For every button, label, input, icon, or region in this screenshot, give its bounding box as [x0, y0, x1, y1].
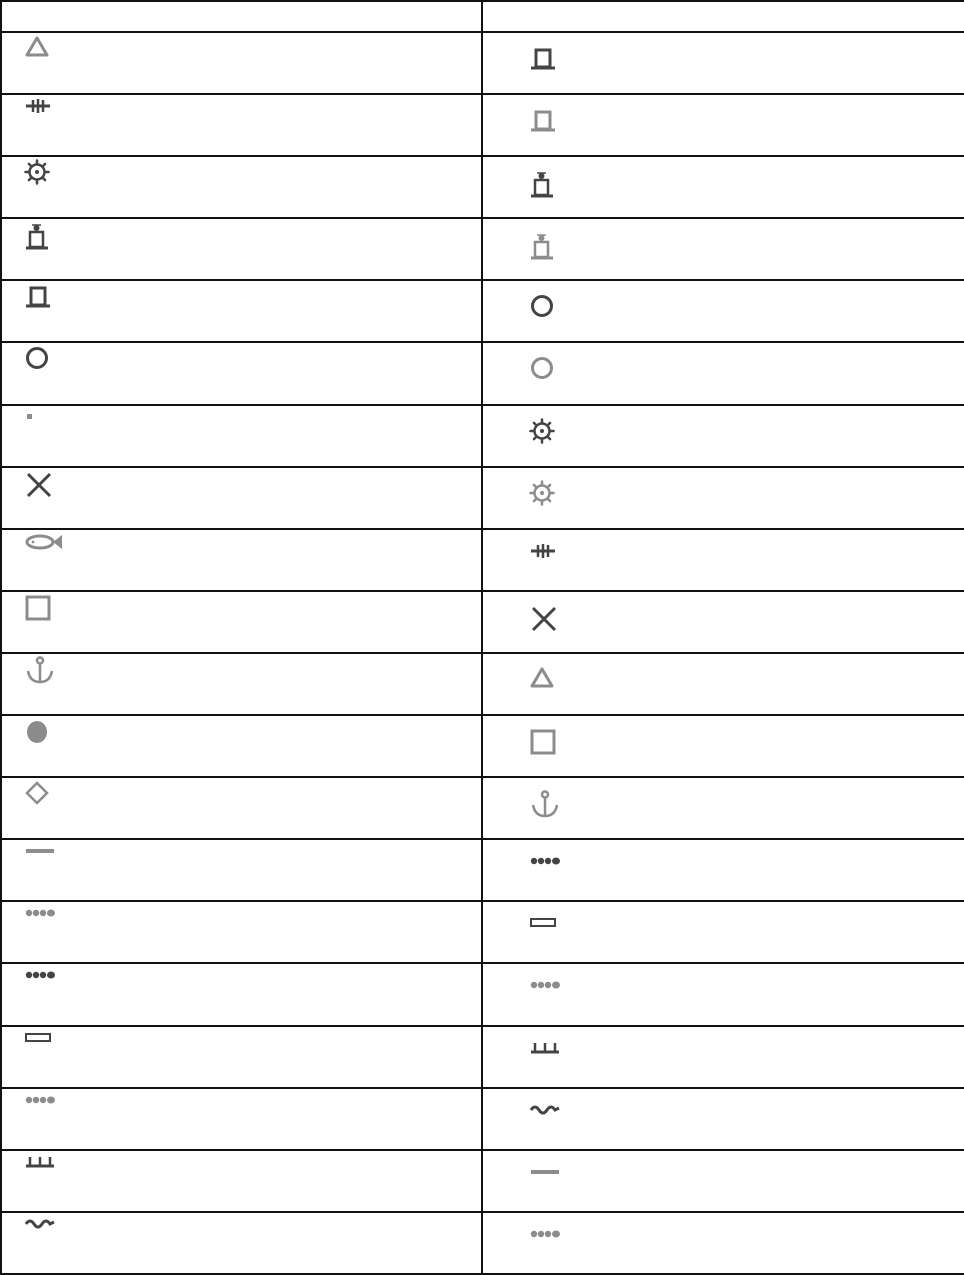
table-row [1, 715, 964, 777]
table-row [1, 1150, 964, 1212]
wave-icon [24, 1215, 56, 1234]
cable-crossing-icon [24, 97, 52, 119]
right-symbol-cell [482, 529, 964, 591]
diamond-icon [24, 780, 50, 810]
right-symbol-cell [482, 653, 964, 715]
table-row [1, 467, 964, 529]
table-row [1, 405, 964, 467]
beacon-tower-icon [24, 283, 52, 313]
dot-chain-icon [24, 904, 58, 923]
right-symbol-cell [482, 218, 964, 280]
right-symbol-cell [482, 94, 964, 156]
left-symbol-cell [1, 218, 482, 280]
small-dot-icon [24, 408, 36, 427]
dot-chain-icon [529, 852, 563, 871]
anchor-icon [24, 656, 56, 690]
square-icon [529, 728, 557, 760]
dot-chain-icon [24, 1091, 58, 1110]
left-symbol-cell [1, 1026, 482, 1088]
circle-icon [529, 293, 555, 323]
light-tower-icon [24, 221, 50, 255]
comb-icon [529, 1039, 561, 1059]
right-symbol-cell [482, 715, 964, 777]
left-symbol-cell [1, 653, 482, 715]
dot-chain-icon [24, 966, 58, 985]
table-row [1, 901, 964, 963]
left-symbol-cell [1, 1212, 482, 1274]
right-symbol-cell [482, 1150, 964, 1212]
cog-buoy-icon [24, 159, 50, 189]
left-symbol-cell [1, 1088, 482, 1150]
cog-buoy-icon [529, 418, 555, 448]
table-row [1, 1026, 964, 1088]
line-icon [24, 842, 56, 861]
header-cell-1 [1, 1, 482, 32]
triangle-icon [529, 666, 555, 694]
hollow-bar-icon [529, 914, 559, 933]
left-symbol-cell [1, 901, 482, 963]
wave-icon [529, 1101, 561, 1120]
left-symbol-cell [1, 405, 482, 467]
right-symbol-cell [482, 1212, 964, 1274]
header-row [1, 1, 964, 32]
comb-icon [24, 1153, 56, 1173]
dot-chain-icon [529, 976, 563, 995]
right-symbol-cell [482, 32, 964, 94]
circle-icon [529, 355, 555, 385]
right-symbol-cell [482, 405, 964, 467]
left-symbol-cell [1, 839, 482, 901]
left-symbol-cell [1, 1150, 482, 1212]
right-symbol-cell [482, 839, 964, 901]
table-row [1, 1212, 964, 1274]
right-symbol-cell [482, 280, 964, 342]
left-symbol-cell [1, 467, 482, 529]
table-row [1, 32, 964, 94]
fish-icon [24, 532, 66, 556]
right-symbol-cell [482, 467, 964, 529]
left-symbol-cell [1, 156, 482, 218]
beacon-tower-icon [529, 107, 557, 137]
light-tower-icon [529, 231, 555, 265]
table-row [1, 218, 964, 280]
x-mark-icon [24, 470, 54, 504]
table-row [1, 839, 964, 901]
right-symbol-cell [482, 591, 964, 653]
table-row [1, 280, 964, 342]
left-symbol-cell [1, 342, 482, 404]
triangle-icon [24, 35, 50, 63]
table-row [1, 963, 964, 1025]
filled-ellipse-icon [24, 718, 50, 750]
line-icon [529, 1163, 561, 1182]
header-cell-2 [482, 1, 964, 32]
table-row [1, 653, 964, 715]
table-row [1, 342, 964, 404]
left-symbol-cell [1, 94, 482, 156]
dot-chain-icon [529, 1225, 563, 1244]
left-symbol-cell [1, 529, 482, 591]
square-icon [24, 594, 52, 626]
right-symbol-cell [482, 1026, 964, 1088]
left-symbol-cell [1, 715, 482, 777]
left-symbol-cell [1, 777, 482, 839]
hollow-bar-icon [24, 1029, 54, 1048]
right-symbol-cell [482, 1088, 964, 1150]
left-symbol-cell [1, 32, 482, 94]
beacon-tower-icon [529, 45, 557, 75]
right-symbol-cell [482, 342, 964, 404]
table-row [1, 156, 964, 218]
table-row [1, 529, 964, 591]
table-row [1, 94, 964, 156]
anchor-icon [529, 790, 561, 824]
table-row [1, 1088, 964, 1150]
light-tower-icon [529, 169, 555, 203]
cog-buoy-icon [529, 480, 555, 510]
right-symbol-cell [482, 963, 964, 1025]
left-symbol-cell [1, 280, 482, 342]
circle-icon [24, 345, 50, 375]
right-symbol-cell [482, 777, 964, 839]
cable-crossing-icon [529, 542, 557, 564]
x-mark-icon [529, 604, 559, 638]
table-row [1, 777, 964, 839]
left-symbol-cell [1, 963, 482, 1025]
table-row [1, 591, 964, 653]
right-symbol-cell [482, 901, 964, 963]
right-symbol-cell [482, 156, 964, 218]
left-symbol-cell [1, 591, 482, 653]
